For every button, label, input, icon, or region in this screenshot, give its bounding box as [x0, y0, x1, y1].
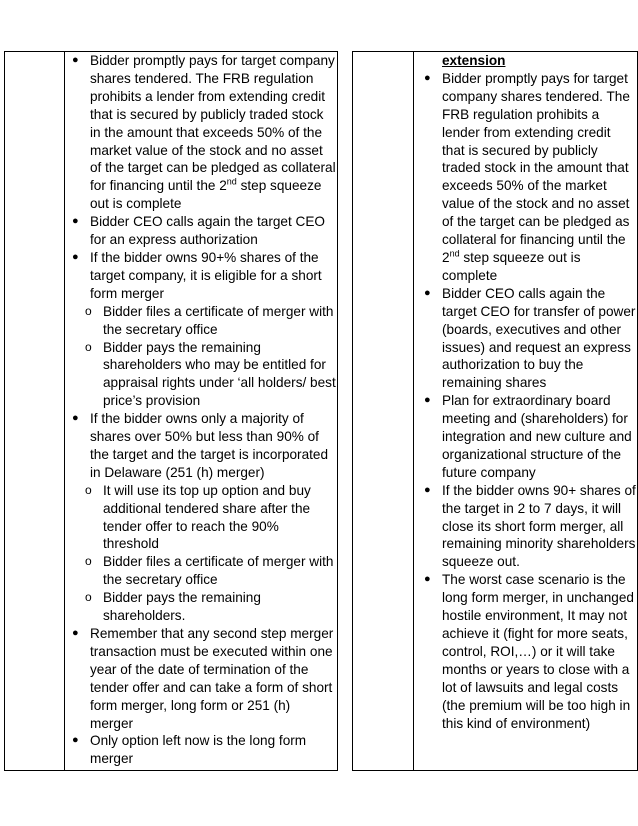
bullet-dot-icon: ●: [424, 483, 431, 496]
list-item: [66, 52, 336, 213]
left-content-column: [66, 52, 336, 768]
list-item-text: Remember that any second step merger transaction must be executed within one year of the date of termination of the tender offer and can take a form of short form merger, long form or 251 (h) merger: [90, 626, 334, 731]
bullet-dot-icon: ●: [424, 394, 431, 407]
list-item: [66, 249, 336, 303]
list-item-text: It will use its top up option and buy additional tendered share after the tender offer to reach the 90% threshold: [103, 482, 311, 552]
list-item-text: Bidder pays the remaining shareholders.: [103, 590, 261, 624]
sub-list-item: [66, 482, 336, 554]
list-item-text: If the bidder owns only a majority of shares over 50% but less than 90% of the target and the target is incorporated in Delaware (251 (h) merger): [90, 411, 329, 480]
bullet-dot-icon: ●: [72, 627, 79, 639]
sub-list-item: [66, 339, 336, 411]
list-item-text: Bidder CEO calls again the target CEO for transfer of power (boards, executives and other issues) and request an express authorization to buy the remaining shares: [442, 285, 636, 391]
list-item: [66, 410, 336, 482]
bullet-circle-icon: o: [85, 303, 92, 318]
bullet-dot-icon: ●: [424, 286, 431, 299]
bullet-dot-icon: ●: [72, 412, 79, 425]
list-item-text-continued: step squeeze out is complete: [90, 178, 322, 212]
list-item: [418, 392, 636, 482]
list-item: [66, 213, 336, 249]
bullet-circle-icon: o: [85, 554, 92, 569]
list-item: [418, 70, 636, 285]
list-item: [418, 571, 636, 732]
right-content-column: [418, 52, 636, 732]
list-item: [418, 482, 636, 572]
superscript: nd: [449, 248, 460, 259]
superscript: nd: [226, 176, 237, 187]
column-divider: [4, 51, 5, 771]
list-item-text: Only option left now is the long form merger: [90, 733, 307, 767]
column-divider: [352, 51, 353, 771]
bullet-dot-icon: ●: [72, 250, 79, 263]
left-bullet-list: [66, 52, 336, 768]
bullet-circle-icon: o: [85, 482, 92, 497]
list-item-text: If the bidder owns 90+% shares of the target company, it is eligible for a short form merger: [90, 249, 322, 301]
sub-list-item: [66, 553, 336, 589]
sub-list-item: [66, 589, 336, 625]
bullet-dot-icon: ●: [72, 734, 79, 747]
sub-list-item: [66, 303, 336, 339]
list-item-text: Bidder pays the remaining shareholders who may be entitled for appraisal rights under ‘all holders/ best price’s provision: [103, 339, 336, 409]
table-bottom-border: [4, 770, 338, 771]
list-item: [66, 625, 336, 732]
list-item-text: Plan for extraordinary board meeting and (shareholders) for integration and new culture and organizational structure of the future company: [442, 393, 632, 480]
list-item-text: If the bidder owns 90+ shares of the target in 2 to 7 days, it will close its short form merger, all remaining minority shareholders squeeze out.: [442, 482, 636, 570]
list-item-text: Bidder CEO calls again the target CEO for an express authorization: [90, 214, 325, 248]
column-divider: [337, 51, 338, 771]
bullet-dot-icon: ●: [72, 54, 79, 66]
list-item-text: Bidder promptly pays for target company shares tendered. The FRB regulation prohibits a lender from extending credit that is secured by publicly traded stock in the amount that exceeds 50% of the market value of the stock and no asset of the target can be pledged as collateral for financing until the 2: [90, 53, 336, 194]
list-item-text: Bidder files a certificate of merger with the secretary office: [103, 303, 334, 337]
list-item: [66, 732, 336, 768]
list-item: [418, 285, 636, 392]
list-item-text-continued: step squeeze out is complete: [442, 249, 581, 283]
bullet-dot-icon: ●: [72, 215, 79, 228]
bullet-circle-icon: o: [85, 590, 92, 605]
section-heading: extension: [442, 53, 506, 68]
bullet-dot-icon: ●: [424, 71, 431, 84]
right-bullet-list: [418, 70, 636, 733]
table-bottom-border-right: [352, 770, 638, 771]
column-divider: [413, 51, 414, 771]
list-item-text: Bidder files a certificate of merger with the secretary office: [103, 554, 334, 588]
bullet-dot-icon: ●: [424, 573, 431, 586]
list-item-text: Bidder promptly pays for target company shares tendered. The FRB regulation prohibits a lender from extending credit that is secured by publicly traded stock in the amount that exceeds 50% of the market value of the stock and no asset of the target can be pledged as collateral for financing until the 2: [442, 70, 630, 265]
column-divider: [64, 51, 65, 771]
list-item-text: The worst case scenario is the long form merger, in unchanged hostile environment, It may not achieve it (fight for more seats, control, ROI,…) or it will take months or years to close with a lot of lawsuits and legal costs (the premium will be too high in this kind of environment): [442, 572, 634, 731]
bullet-circle-icon: o: [85, 339, 92, 354]
